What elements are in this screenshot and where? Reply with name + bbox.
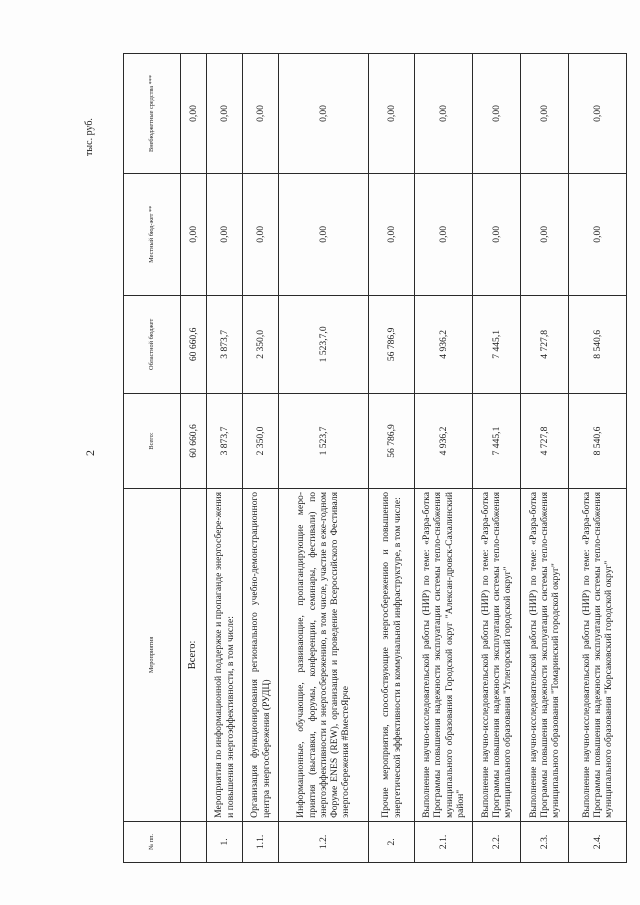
local-value: 0,00 — [181, 173, 207, 295]
row-number: 1. — [207, 821, 243, 862]
row-number: 2.4. — [569, 821, 627, 862]
activity-cell: Выполнение научно-исследовательской работы (НИР) по теме: «Разра-ботка Программы повышения надежности эксплуатации системы тепло-снабжения муниципального образования "Углегорский городской округ" — [473, 488, 521, 821]
total-value: 56 786,9 — [369, 394, 415, 489]
activity-cell: Информационные, обучающие, развивающие, пропагандирующие меро-приятия (выставки, форумы, конференции, семинары, фестивали) по энергоэффективности и энергосбережению, в том числе, участие в еже-годном Форуме ENES (REW), организация и проведение Всероссийского Фестиваля энергосбережения #ВместеЯрче — [279, 488, 369, 821]
regional-value: 60 660,6 — [181, 295, 207, 393]
budget-table — [123, 53, 627, 863]
activity-cell: Выполнение научно-исследовательской работы (НИР) по теме: «Разра-ботка Программы повышения надежности эксплуатации системы тепло-снабжения муниципального образования Городской округ "Алексан-дровск-Сахалинский район" — [415, 488, 473, 821]
header-no: № пп. — [124, 821, 181, 862]
row-number: 2.2. — [473, 821, 521, 862]
extrabudget-value: 0,00 — [415, 54, 473, 174]
regional-value: 3 873,7 — [207, 295, 243, 393]
regional-value: 7 445,1 — [473, 295, 521, 393]
regional-value: 56 786,9 — [369, 295, 415, 393]
table-row — [279, 54, 369, 863]
table-row — [569, 54, 627, 863]
row-number: 2. — [369, 821, 415, 862]
total-value: 60 660,6 — [181, 394, 207, 489]
units-label: тыс. руб. — [84, 118, 95, 156]
total-value: 4 936,2 — [415, 394, 473, 489]
extrabudget-value: 0,00 — [473, 54, 521, 174]
extrabudget-value: 0,00 — [181, 54, 207, 174]
header-total: Всего: — [124, 394, 181, 489]
row-number: 1.2. — [279, 821, 369, 862]
local-value: 0,00 — [415, 173, 473, 295]
regional-value: 4 936,2 — [415, 295, 473, 393]
local-value: 0,00 — [569, 173, 627, 295]
local-value: 0,00 — [521, 173, 569, 295]
activity-cell: Мероприятия по информационной поддержке и пропаганде энергосбере-жения и повышения энергоэффективности, в том числе: — [207, 488, 243, 821]
table-row-total — [181, 54, 207, 863]
header-local: Местный бюд-жет ** — [124, 173, 181, 295]
activity-cell: Прочие мероприятия, способствующие энергосбережению и повышению энергетической эффективности в коммунальной инфраструктуре, в том числе: — [369, 488, 415, 821]
activity-cell: Всего: — [181, 488, 207, 821]
local-value: 0,00 — [243, 173, 279, 295]
header-activity: Мероприятия — [124, 488, 181, 821]
extrabudget-value: 0,00 — [207, 54, 243, 174]
extrabudget-value: 0,00 — [521, 54, 569, 174]
local-value: 0,00 — [207, 173, 243, 295]
row-number: 2.1. — [415, 821, 473, 862]
table-row — [243, 54, 279, 863]
local-value: 0,00 — [279, 173, 369, 295]
header-row — [124, 54, 181, 863]
table-row — [369, 54, 415, 863]
total-value: 3 873,7 — [207, 394, 243, 489]
table-row — [415, 54, 473, 863]
table-row — [473, 54, 521, 863]
row-number: 1.1. — [243, 821, 279, 862]
total-value: 8 540,6 — [569, 394, 627, 489]
table-row — [521, 54, 569, 863]
regional-value: 2 350,0 — [243, 295, 279, 393]
activity-cell: Выполнение научно-исследовательской работы (НИР) по теме: «Разра-ботка Программы повышения надежности эксплуатации системы тепло-снабжения муниципального образования "Томаринский городской округ" — [521, 488, 569, 821]
row-number — [181, 821, 207, 862]
regional-value: 8 540,6 — [569, 295, 627, 393]
table-row — [207, 54, 243, 863]
local-value: 0,00 — [369, 173, 415, 295]
local-value: 0,00 — [473, 173, 521, 295]
extrabudget-value: 0,00 — [279, 54, 369, 174]
regional-value: 1 523,7,0 — [279, 295, 369, 393]
extrabudget-value: 0,00 — [243, 54, 279, 174]
total-value: 1 523,7 — [279, 394, 369, 489]
page-number: 2 — [83, 450, 97, 456]
extrabudget-value: 0,00 — [369, 54, 415, 174]
row-number: 2.3. — [521, 821, 569, 862]
total-value: 2 350,0 — [243, 394, 279, 489]
header-regional: Областной бюджет — [124, 295, 181, 393]
activity-cell: Выполнение научно-исследовательской работы (НИР) по теме: «Разра-ботка Программы повышения надежности эксплуатации системы тепло-снабжения муниципального образования "Корсаковский городской округ" — [569, 488, 627, 821]
total-value: 4 727,8 — [521, 394, 569, 489]
activity-cell: Организация функционирования регионального учебно-демонстрационного центра энергосбережения (РУДЦ) — [243, 488, 279, 821]
extrabudget-value: 0,00 — [569, 54, 627, 174]
total-value: 7 445,1 — [473, 394, 521, 489]
header-extrabudget: Внебюджетные средства *** — [124, 54, 181, 174]
regional-value: 4 727,8 — [521, 295, 569, 393]
